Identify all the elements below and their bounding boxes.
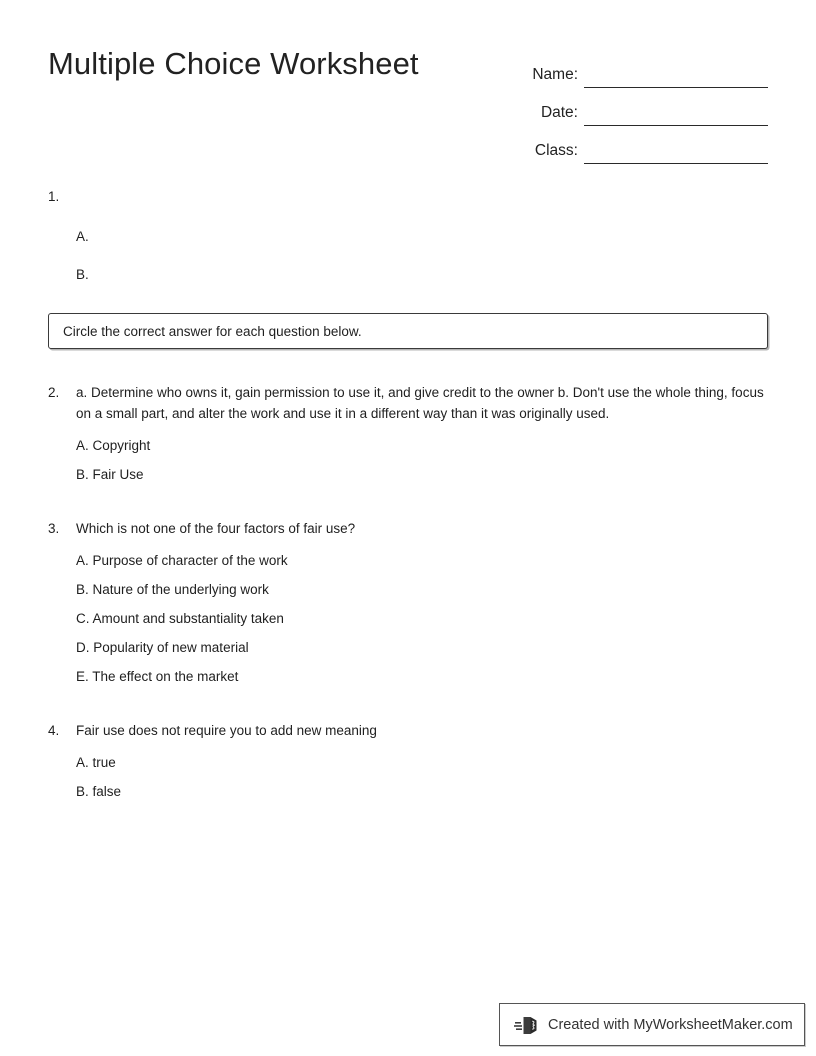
option-item[interactable]: A. true bbox=[76, 755, 116, 770]
name-label: Name: bbox=[532, 66, 578, 83]
option-item[interactable]: A. Copyright bbox=[76, 438, 151, 453]
question-options bbox=[76, 227, 768, 284]
question-item bbox=[48, 720, 768, 811]
question-body bbox=[76, 382, 768, 494]
questions-lower bbox=[48, 382, 768, 811]
option-item[interactable]: B. Nature of the underlying work bbox=[76, 582, 269, 597]
question-body bbox=[76, 720, 768, 811]
info-row-class bbox=[468, 126, 768, 164]
question-number: 4. bbox=[48, 723, 60, 738]
questions-upper bbox=[48, 186, 768, 303]
question-text: a. Determine who owns it, gain permission to use it, and give credit to the owner b. Don't use the whole thing, focus on a small part, and alter the work and use it in a different way than it was originally used. bbox=[76, 385, 764, 421]
option-item[interactable]: E. The effect on the market bbox=[76, 669, 239, 684]
student-info-fields bbox=[468, 50, 768, 164]
class-input-line[interactable] bbox=[584, 138, 768, 164]
option-item[interactable]: A. bbox=[76, 229, 89, 244]
question-number: 3. bbox=[48, 521, 60, 536]
question-number: 2. bbox=[48, 385, 60, 400]
created-with-label: Created with MyWorksheetMaker.com bbox=[548, 1016, 793, 1033]
option-item[interactable]: B. bbox=[76, 267, 89, 282]
question-options bbox=[76, 436, 768, 484]
info-row-date bbox=[468, 88, 768, 126]
created-with-badge[interactable] bbox=[499, 1003, 805, 1046]
question-item bbox=[48, 186, 768, 303]
name-input-line[interactable] bbox=[584, 62, 768, 88]
question-number: 1. bbox=[48, 189, 60, 204]
question-text: Which is not one of the four factors of fair use? bbox=[76, 521, 356, 536]
question-options bbox=[76, 753, 768, 801]
info-row-name bbox=[468, 50, 768, 88]
worksheet-maker-logo-icon bbox=[514, 1012, 540, 1038]
question-body bbox=[76, 186, 768, 303]
option-item[interactable]: A. Purpose of character of the work bbox=[76, 553, 288, 568]
worksheet-header bbox=[48, 44, 768, 164]
question-item bbox=[48, 382, 768, 494]
option-item[interactable]: B. false bbox=[76, 784, 122, 799]
option-item[interactable]: C. Amount and substantiality taken bbox=[76, 611, 284, 626]
instruction-text: Circle the correct answer for each question below. bbox=[63, 323, 362, 339]
date-input-line[interactable] bbox=[584, 100, 768, 126]
question-text bbox=[76, 186, 768, 205]
question-body bbox=[76, 518, 768, 696]
date-label: Date: bbox=[540, 104, 578, 121]
question-text: Fair use does not require you to add new meaning bbox=[76, 723, 377, 738]
class-label: Class: bbox=[534, 142, 578, 159]
instruction-box bbox=[48, 313, 768, 349]
question-options bbox=[76, 551, 768, 686]
option-item[interactable]: B. Fair Use bbox=[76, 467, 144, 482]
option-item[interactable]: D. Popularity of new material bbox=[76, 640, 249, 655]
page-title: Multiple Choice Worksheet bbox=[48, 46, 419, 81]
question-item bbox=[48, 518, 768, 696]
